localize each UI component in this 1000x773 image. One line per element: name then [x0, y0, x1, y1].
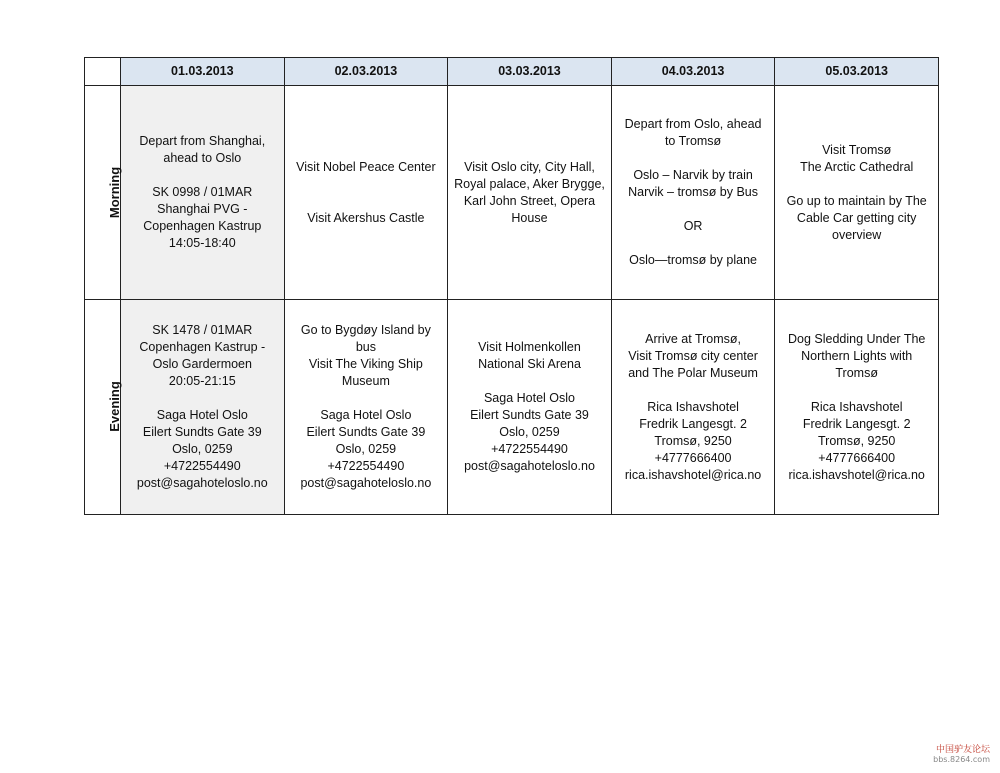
cell-text-line: Depart from Shanghai, [139, 134, 266, 148]
cell-text-line [616, 201, 771, 218]
cell-text-line: overview [832, 227, 882, 242]
cell-text-line: +4722554490 [491, 442, 568, 456]
cell-text-line: Museum [341, 374, 390, 388]
cell-text-line: ahead to Oslo [163, 151, 242, 165]
cell-text-line: Visit Oslo city, City Hall, [464, 159, 595, 174]
itinerary-cell [284, 86, 448, 300]
date-header: 02.03.2013 [284, 58, 448, 86]
cell-text-line [616, 150, 771, 167]
date-header: 01.03.2013 [121, 58, 285, 86]
itinerary-cell [448, 300, 612, 515]
cell-text-line: Saga Hotel Oslo [320, 408, 412, 422]
cell-text-line: post@sagahoteloslo.no [464, 459, 595, 473]
morning-row [85, 86, 939, 300]
cell-text-line [616, 235, 771, 252]
cell-text-line: Copenhagen Kastrup - [139, 340, 266, 354]
cell-text-line: Visit Nobel Peace Center [296, 159, 436, 174]
cell-text-line [125, 167, 280, 184]
cell-text-line: Karl John Street, Opera [463, 193, 596, 208]
itinerary-cell [284, 300, 448, 515]
cell-text-line [779, 176, 934, 193]
cell-text-line: Go up to maintain by The [786, 193, 927, 208]
watermark [933, 745, 990, 765]
cell-text-line [289, 176, 444, 193]
cell-text-line: Visit Akershus Castle [307, 210, 425, 225]
cell-text-line [779, 382, 934, 399]
cell-text-line [125, 390, 280, 407]
cell-text-line: rica.ishavshotel@rica.no [624, 467, 762, 482]
cell-text-line: Go to Bygdøy Island by [300, 323, 431, 337]
row-label-morning [85, 86, 121, 300]
cell-text-line: Oslo, 0259 [335, 442, 397, 456]
itinerary-cell [611, 86, 775, 300]
cell-text-line: SK 0998 / 01MAR [152, 185, 253, 199]
itinerary-cell [121, 86, 285, 300]
cell-text-line: Oslo Gardermoen [152, 357, 252, 371]
date-header: 05.03.2013 [775, 58, 939, 86]
itinerary-cell [121, 300, 285, 515]
itinerary-cell [448, 86, 612, 300]
cell-text-line: Tromsø [835, 365, 878, 380]
cell-text-line: rica.ishavshotel@rica.no [788, 467, 925, 482]
morning-label: Morning [107, 166, 123, 218]
cell-text-line: Saga Hotel Oslo [156, 408, 248, 422]
cell-text-line: OR [683, 219, 703, 233]
cell-text-line: National Ski Arena [478, 357, 581, 371]
cell-text-line: Eilert Sundts Gate 39 [306, 425, 426, 439]
cell-text-line: Visit The Viking Ship [308, 357, 423, 371]
cell-text-line: Rica Ishavshotel [647, 399, 739, 414]
cell-text-line: The Arctic Cathedral [800, 159, 914, 174]
cell-text-line: Cable Car getting city [796, 210, 917, 225]
date-header: 03.03.2013 [448, 58, 612, 86]
cell-text-line: Copenhagen Kastrup [143, 219, 262, 233]
cell-text-line: Rica Ishavshotel [810, 399, 903, 414]
cell-text-line: House [511, 210, 548, 225]
cell-text-line: and The Polar Museum [628, 365, 758, 380]
cell-text-line: SK 1478 / 01MAR [152, 323, 253, 337]
watermark-url: bbs.8264.com [933, 755, 990, 764]
evening-label: Evening [106, 381, 122, 432]
cell-text-line: 14:05-18:40 [168, 236, 236, 250]
cell-text-line: Eilert Sundts Gate 39 [470, 408, 589, 422]
cell-text-line: +4777666400 [654, 450, 732, 465]
cell-text-line: +4722554490 [163, 459, 241, 473]
itinerary-table [84, 57, 939, 515]
cell-text-line: 20:05-21:15 [168, 374, 236, 388]
cell-text-line: Saga Hotel Oslo [483, 391, 575, 405]
cell-text-line: to Tromsø [664, 134, 722, 148]
cell-text-line: Oslo – Narvik by train [633, 168, 753, 182]
cell-text-line [289, 193, 444, 210]
cell-text-line: Visit Holmenkollen [478, 340, 581, 354]
cell-text-line: Visit Tromsø [822, 142, 892, 157]
cell-text-line [289, 390, 444, 407]
cell-text-line: Eilert Sundts Gate 39 [142, 425, 262, 439]
cell-text-line: Tromsø, 9250 [654, 433, 732, 448]
corner-cell [85, 58, 121, 86]
cell-text-line: Oslo, 0259 [499, 425, 560, 439]
cell-text-line: Tromsø, 9250 [818, 433, 896, 448]
itinerary-cell [611, 300, 775, 515]
cell-text-line: Shanghai PVG - [157, 202, 248, 216]
cell-text-line: +4722554490 [327, 459, 405, 473]
cell-text-line: Narvik – tromsø by Bus [628, 185, 759, 199]
header-row [85, 58, 939, 86]
cell-text-line: Fredrik Langesgt. 2 [802, 416, 911, 431]
itinerary-cell [775, 300, 939, 515]
evening-row [85, 300, 939, 515]
cell-text-line: Dog Sledding Under The [788, 331, 926, 346]
cell-text-line: +4777666400 [818, 450, 896, 465]
date-header: 04.03.2013 [611, 58, 775, 86]
cell-text-line [616, 382, 771, 399]
cell-text-line: post@sagahoteloslo.no [300, 476, 432, 490]
cell-text-line: Visit Tromsø city center [628, 348, 758, 363]
watermark-title: 中国驴友论坛 [935, 745, 990, 755]
cell-text-line: Arrive at Tromsø, [645, 331, 741, 346]
cell-text-line: Royal palace, Aker Brygge, [454, 176, 605, 191]
cell-text-line: Oslo, 0259 [172, 442, 233, 456]
cell-text-line: Fredrik Langesgt. 2 [639, 416, 747, 431]
cell-text-line: post@sagahoteloslo.no [136, 476, 268, 490]
cell-text-line: Depart from Oslo, ahead [624, 117, 762, 131]
itinerary-cell [775, 86, 939, 300]
cell-text-line: Oslo—tromsø by plane [629, 253, 757, 267]
row-label-evening [85, 300, 121, 515]
cell-text-line: bus [355, 340, 376, 354]
cell-text-line [452, 373, 607, 390]
cell-text-line: Northern Lights with [801, 348, 913, 363]
